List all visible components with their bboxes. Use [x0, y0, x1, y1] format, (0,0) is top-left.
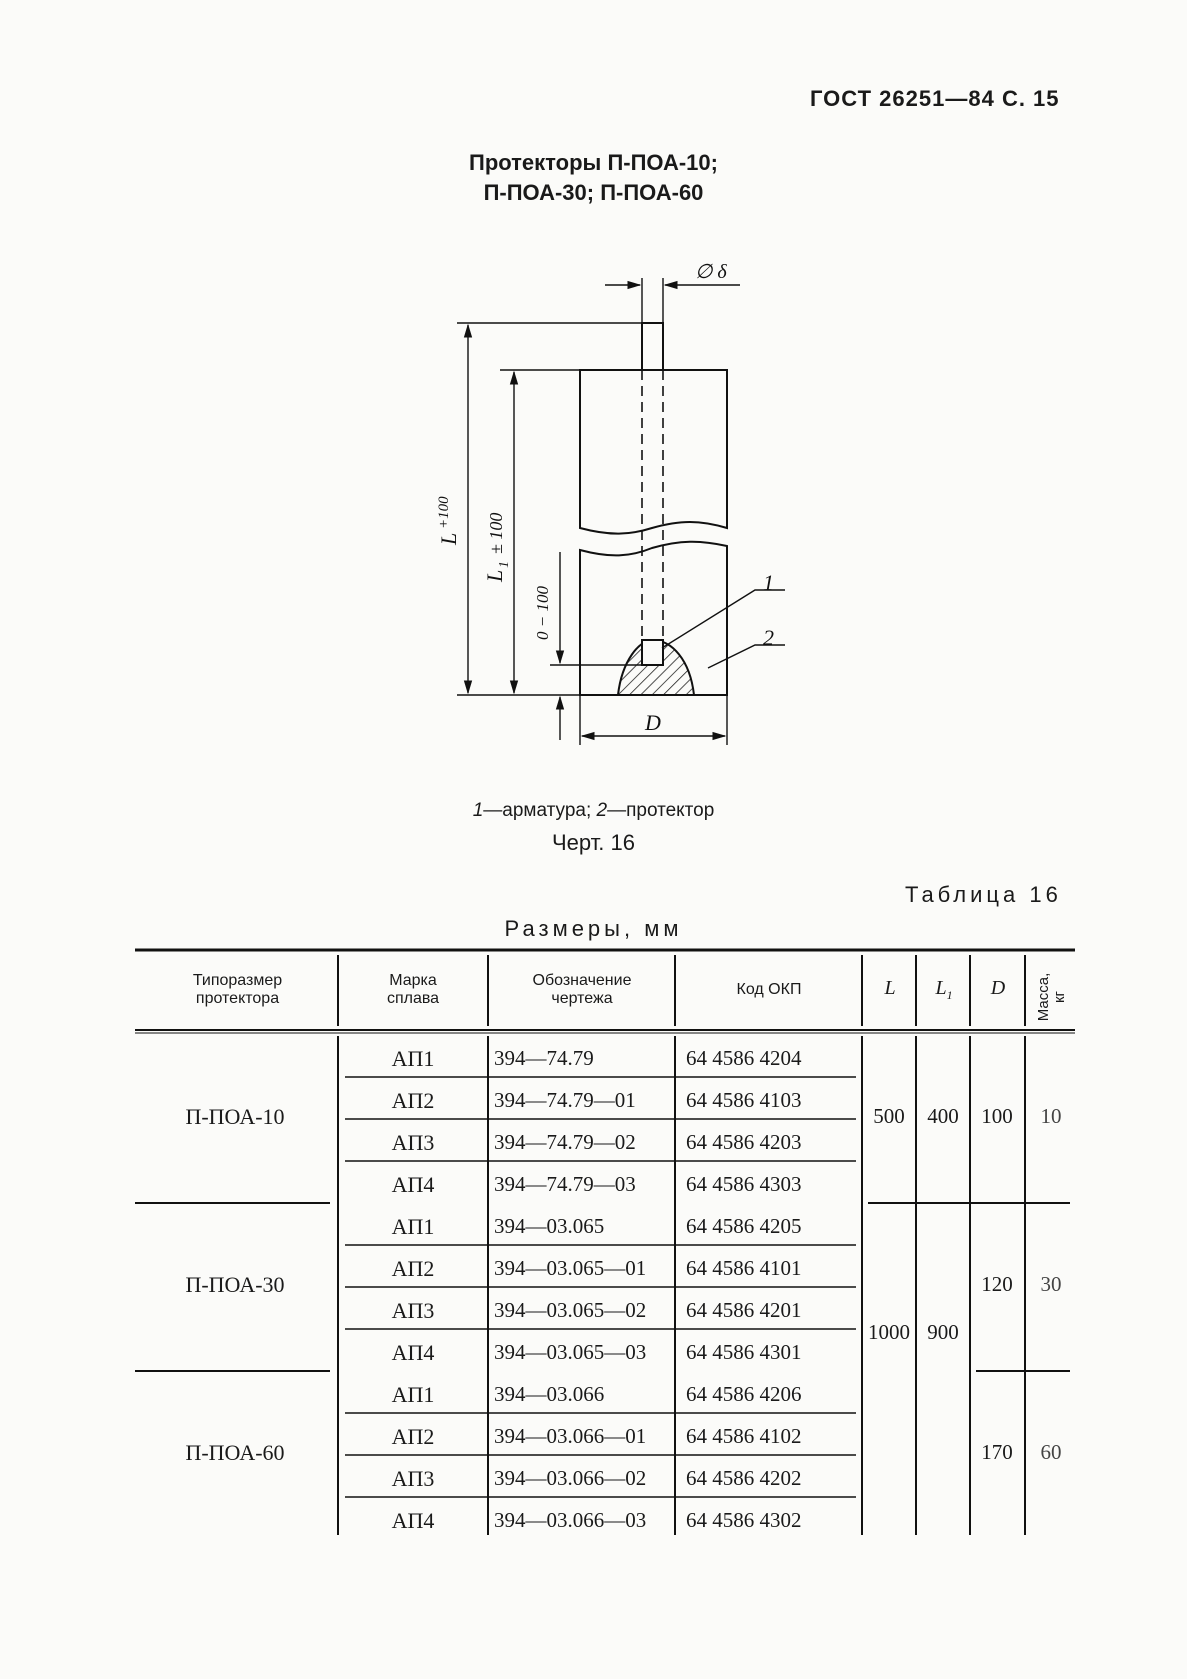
okp-code-cell: 64 4586 4203: [686, 1130, 802, 1154]
dim-label-L: L: [436, 532, 461, 545]
dim-tol-L1: ± 100: [486, 512, 506, 554]
length-L1-cell: 400: [927, 1104, 959, 1128]
table-number: Таблица 16: [905, 882, 1062, 907]
okp-code-cell: 64 4586 4101: [686, 1256, 802, 1280]
drawing-code-cell: 394—03.065—03: [494, 1340, 647, 1364]
protector-type-cell: П-ПОА-30: [185, 1272, 285, 1297]
drawing-code-cell: 394—03.065: [494, 1214, 605, 1238]
drawing-code-cell: 394—03.066—01: [494, 1424, 647, 1448]
dim-label-L1: L: [482, 569, 507, 582]
figure-legend: 1—арматура; 2—протектор: [472, 800, 715, 821]
okp-code-cell: 64 4586 4301: [686, 1340, 802, 1364]
mass-cell: 10: [1040, 1104, 1062, 1128]
mass-cell: 60: [1040, 1440, 1062, 1464]
okp-code-cell: 64 4586 4303: [686, 1172, 802, 1196]
okp-code-cell: 64 4586 4302: [686, 1508, 802, 1532]
alloy-cell: АП3: [391, 1298, 435, 1323]
alloy-cell: АП4: [391, 1340, 435, 1365]
drawing-code-cell: 394—74.79—03: [494, 1172, 636, 1196]
protector-body-upper: [580, 370, 727, 534]
alloy-cell: АП2: [391, 1088, 435, 1113]
page-title-line-2: П-ПОА-30; П-ПОА-60: [483, 180, 704, 205]
drawing-code-cell: 394—03.066—02: [494, 1466, 647, 1490]
diameter-D-cell: 100: [981, 1104, 1013, 1128]
dim-label-0-100: 0 − 100: [533, 586, 552, 640]
okp-code-cell: 64 4586 4103: [686, 1088, 802, 1112]
col-header-D: D: [990, 977, 1006, 999]
alloy-cell: АП1: [391, 1046, 435, 1071]
dim-tol-L: +100: [436, 496, 452, 529]
alloy-cell: АП2: [391, 1256, 435, 1281]
mass-cell: 30: [1040, 1272, 1062, 1296]
armature-rod-top: [642, 323, 663, 370]
alloy-cell: АП3: [391, 1466, 435, 1491]
drawing-code-cell: 394—03.066—03: [494, 1508, 647, 1532]
col-header-type: Типоразмер протектора: [192, 972, 283, 1007]
drawing-code-cell: 394—74.79—01: [494, 1088, 636, 1112]
okp-code-cell: 64 4586 4205: [686, 1214, 802, 1238]
col-header-okp: Код ОКП: [736, 981, 802, 998]
alloy-cell: АП1: [391, 1214, 435, 1239]
drawing-code-cell: 394—03.065—01: [494, 1256, 647, 1280]
length-L-cell: 500: [873, 1104, 905, 1128]
protector-drawing: [0, 0, 1187, 780]
alloy-cell: АП2: [391, 1424, 435, 1449]
col-header-alloy: Марка сплава: [386, 972, 440, 1007]
diameter-D-cell: 170: [981, 1440, 1013, 1464]
drawing-code-cell: 394—03.065—02: [494, 1298, 647, 1322]
okp-code-cell: 64 4586 4102: [686, 1424, 802, 1448]
col-header-drawing: Обозначение чертежа: [532, 972, 632, 1007]
length-L1-cell-shared: 900: [927, 1320, 959, 1344]
callout-1: 1: [763, 570, 774, 595]
okp-code-cell: 64 4586 4202: [686, 1466, 802, 1490]
page-title-line-1: Протекторы П-ПОА-10;: [469, 150, 718, 175]
alloy-cell: АП4: [391, 1172, 435, 1197]
col-header-mass: Масса, кг: [1035, 972, 1068, 1022]
drawing-code-cell: 394—74.79—02: [494, 1130, 636, 1154]
figure-label: Черт. 16: [552, 830, 635, 855]
okp-code-cell: 64 4586 4204: [686, 1046, 802, 1070]
col-header-L1: $L_1$: [935, 977, 953, 1002]
protector-type-cell: П-ПОА-10: [185, 1104, 285, 1129]
length-L-cell-shared: 1000: [868, 1320, 910, 1344]
page-header: ГОСТ 26251—84 С. 15: [810, 86, 1060, 111]
table-caption: Размеры, мм: [504, 916, 683, 941]
alloy-cell: АП3: [391, 1130, 435, 1155]
okp-code-cell: 64 4586 4201: [686, 1298, 802, 1322]
diameter-D-cell: 120: [981, 1272, 1013, 1296]
protector-type-cell: П-ПОА-60: [185, 1440, 285, 1465]
drawing-code-cell: 394—74.79: [494, 1046, 594, 1070]
col-header-L: L: [884, 977, 896, 999]
diameter-label: ∅ δ: [695, 261, 727, 283]
okp-code-cell: 64 4586 4206: [686, 1382, 802, 1406]
dim-sub-L1: 1: [497, 561, 512, 568]
drawing-code-cell: 394—03.066: [494, 1382, 605, 1406]
dim-label-D: D: [645, 710, 661, 735]
callout-2: 2: [763, 625, 774, 650]
alloy-cell: АП1: [391, 1382, 435, 1407]
alloy-cell: АП4: [391, 1508, 435, 1533]
